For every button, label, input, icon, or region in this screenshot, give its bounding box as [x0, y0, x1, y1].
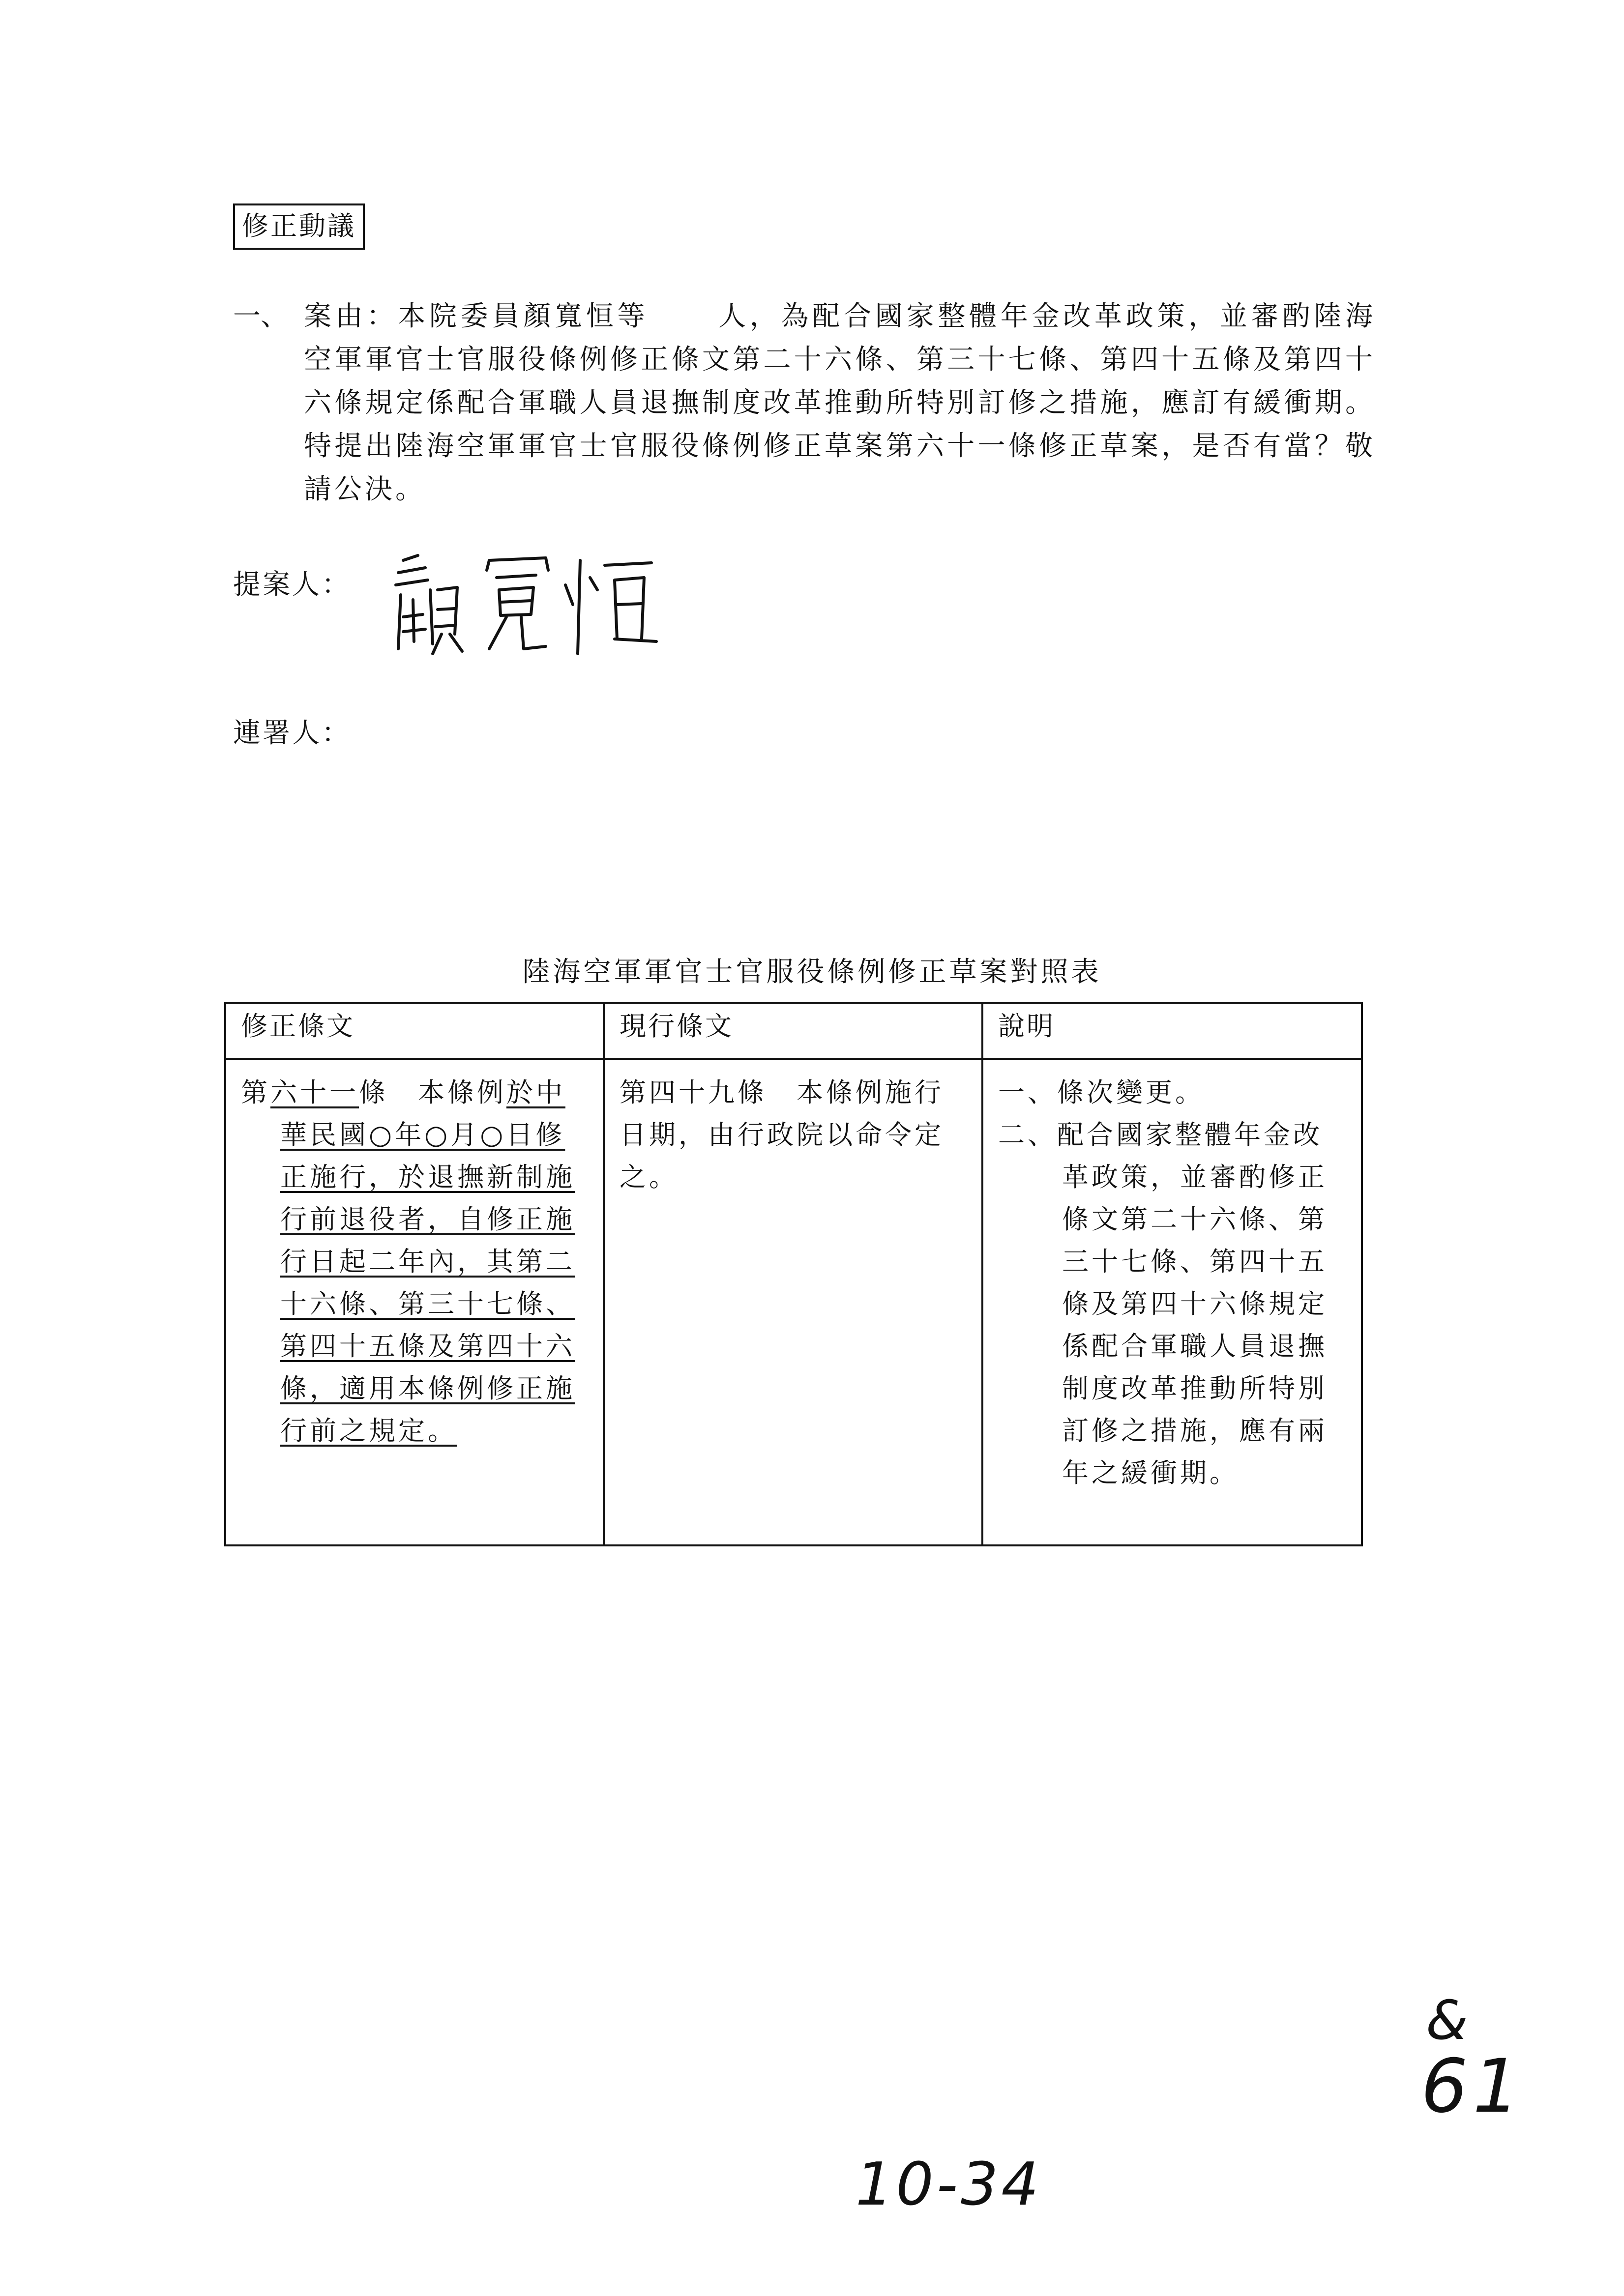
motion-reason-body: 人，為配合國家整體年金改革政策，並審酌陸海空軍軍官士官服役條例修正條文第二十六條、第三十七條、第四十五條及第四十六條規定係配合軍職人員退撫制度改革推動所特別訂修之措施，應訂有緩衝期。特提出陸海空軍軍官士官服役條例修正草案第六十一條修正草案，是否有當？敬請公決。: [304, 300, 1376, 505]
comparison-table: [224, 1002, 1363, 1546]
motion-number: 一、: [233, 300, 288, 332]
proposer-label: 提案人：: [233, 569, 351, 601]
revised-article-cell: [225, 1059, 604, 1545]
motion-reason-lead: 案由：本院委員顏寬恒等: [304, 300, 649, 332]
handwritten-number: 61: [1421, 2044, 1525, 2129]
revised-article-text: 第六十一條 本條例於中華民國○年○月○日修正施行，於退撫新制施行前退役者，自修正施行日起二年內，其第二十六條、第三十七條、第四十五條及第四十六條，適用本條例修正施行前之規定。: [241, 1077, 575, 1446]
table-row: [225, 1059, 1362, 1545]
table-title: 陸海空軍軍官士官服役條例修正草案對照表: [522, 956, 1102, 988]
handwritten-mark: &: [1426, 1989, 1468, 2052]
motion-type-tag: 修正動議: [233, 203, 365, 250]
new-article-number: 六十一: [270, 1077, 359, 1108]
header-explanation: 說明: [982, 1003, 1362, 1059]
header-current: 現行條文: [604, 1003, 982, 1059]
proposer-signature: [384, 531, 659, 659]
explanation-item: 二、配合國家整體年金改革政策，並審酌修正條文第二十六條、第三十七條、第四十五條及第四十六條規定係配合軍職人員退撫制度改革推動所特別訂修之措施，應有兩年之緩衝期。: [998, 1119, 1328, 1488]
motion-reason: [304, 295, 1376, 511]
table-header-row: [225, 1003, 1362, 1059]
current-article-text: 第四十九條 本條例施行日期，由行政院以命令定之。: [620, 1077, 944, 1192]
current-article-cell: [604, 1059, 982, 1545]
cosigners-label: 連署人：: [233, 717, 351, 749]
page-number: 10-34: [856, 2151, 1042, 2219]
revised-article-body: 於中華民國○年○月○日修正施行，於退撫新制施行前退役者，自修正施行日起二年內，其第二十六條、第三十七條、第四十五條及第四十六條，適用本條例修正施行前之規定。: [280, 1077, 575, 1446]
explanation-cell: [982, 1059, 1362, 1545]
explanation-item: 一、條次變更。: [998, 1077, 1205, 1108]
header-revised: 修正條文: [225, 1003, 604, 1059]
